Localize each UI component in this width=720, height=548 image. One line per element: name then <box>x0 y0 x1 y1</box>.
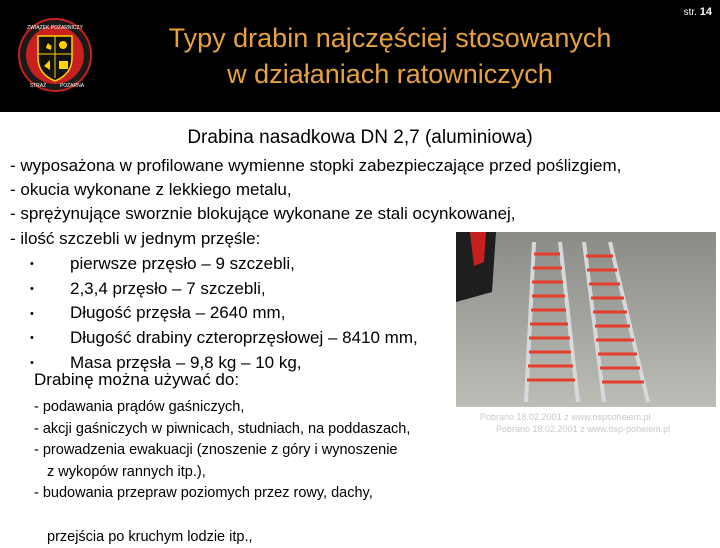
header-bar <box>0 0 720 112</box>
title-line-1: Typy drabin najczęściej stosowanych <box>120 20 660 56</box>
logo-right-text: POŻARNA <box>60 82 85 89</box>
bullet-icon: • <box>30 302 70 326</box>
logo-left-text: STRAŻ <box>30 82 46 89</box>
usage-list <box>34 397 410 548</box>
bullet-icon: • <box>30 326 70 350</box>
usage-line: z wykopów rannych itp.), <box>34 462 410 484</box>
usage-line: - podawania prądów gaśniczych, <box>34 397 410 419</box>
photo-credit-1: Pobrano 18.02.2001 z www.ospsoheiem.pl <box>480 412 651 422</box>
feature-line: - wyposażona w profilowane wymienne stopki zabezpieczające przed poślizgiem, <box>10 154 621 178</box>
specs-bullet-list <box>30 252 418 375</box>
fire-brigade-logo <box>18 18 92 92</box>
bullet-text: Masa przęsła – 9,8 kg – 10 kg, <box>70 353 302 372</box>
list-item <box>30 252 418 277</box>
logo-top-text: ZWIĄZEK POŻARNICZY <box>27 24 84 31</box>
usage-line: - budowania przepraw poziomych przez rowy, dachy, <box>34 483 410 505</box>
bullet-icon: • <box>30 277 70 301</box>
list-item <box>30 277 418 302</box>
feature-line: - sprężynujące sworznie blokujące wykonane ze stali ocynkowanej, <box>10 202 621 226</box>
page-number-value: 14 <box>700 6 712 18</box>
list-item <box>30 326 418 351</box>
bullet-text: Długość drabiny czteroprzęsłowej – 8410 mm, <box>70 328 418 347</box>
photo-credit-2: Pobrano 18.02.2001 z www.osp-poheiem.pl <box>496 424 670 434</box>
slide-title <box>120 20 660 92</box>
bullet-icon: • <box>30 351 70 375</box>
usage-heading: Drabinę można używać do: <box>34 370 239 390</box>
usage-line: - prowadzenia ewakuacji (znoszenie z góry i wynoszenie <box>34 440 410 462</box>
list-item <box>30 301 418 326</box>
feature-line: - okucia wykonane z lekkiego metalu, <box>10 178 621 202</box>
usage-line: - akcji gaśniczych w piwnicach, studniach, na poddaszach, <box>34 419 410 441</box>
section-subtitle: Drabina nasadkowa DN 2,7 (aluminiowa) <box>0 127 720 149</box>
title-line-2: w działaniach ratowniczych <box>120 56 660 92</box>
bullet-text: pierwsze przęsło – 9 szczebli, <box>70 254 295 273</box>
page-number <box>684 6 712 18</box>
ladder-photo <box>456 232 716 407</box>
bullet-icon: • <box>30 252 70 276</box>
bullet-text: Długość przęsła – 2640 mm, <box>70 303 285 322</box>
usage-line: przejścia po kruchym lodzie itp., <box>34 527 410 548</box>
page-label: str. <box>684 7 697 18</box>
bullet-text: 2,3,4 przęsło – 7 szczebli, <box>70 279 266 298</box>
feature-line: - ilość szczebli w jednym przęśle: <box>10 227 621 251</box>
